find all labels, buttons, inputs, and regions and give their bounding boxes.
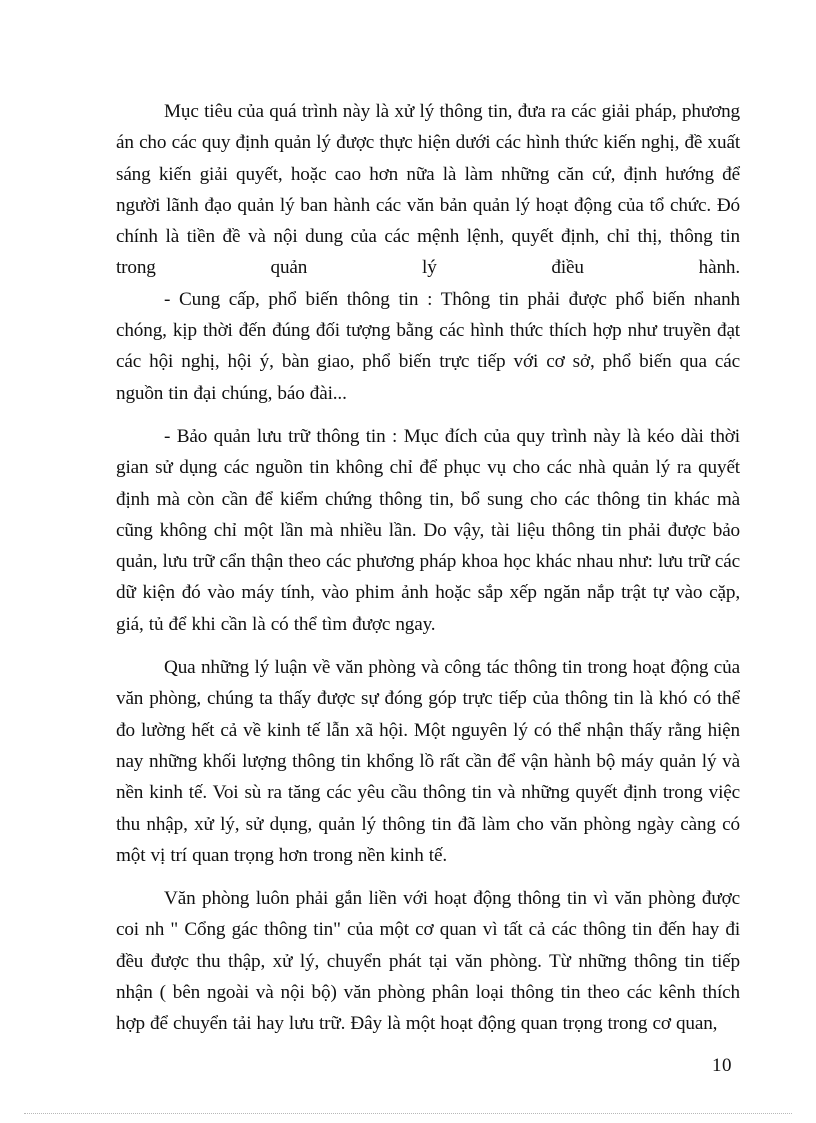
document-page — [116, 96, 740, 1040]
footer-dotted-rule — [24, 1113, 792, 1114]
text-line: cũng không chỉ một lần mà nhiều lần. Do vậy, tài liệu thông tin phải được bảo — [116, 519, 740, 541]
text-line: cặp, giá, tủ để khi cần là có thể tìm được ngay. — [116, 582, 740, 635]
paragraph-processing-goal — [116, 96, 740, 284]
text-line: hợp để chuyển tải hay lưu trữ. Đây là một hoạt động quan trọng trong cơ quan, — [116, 1013, 718, 1035]
text-line: chóng, kịp thời đến đúng đối tượng bằng các hình thức thích hợp như truyền đạt — [116, 320, 740, 342]
paragraph-dissemination — [116, 284, 740, 409]
text-line: Văn phòng luôn phải gắn liền với hoạt động thông tin vì văn phòng được — [164, 888, 740, 910]
paragraph-office-theory — [116, 652, 740, 871]
text-line: các dữ kiện đó vào máy tính, vào phim ảnh hoặc sắp xếp ngăn nắp trật tự vào — [116, 551, 740, 604]
text-line: trong việc thu nhập, xử lý, sử dụng, quản lý thông tin đã làm cho văn phòng — [116, 782, 740, 835]
page-number: 10 — [712, 1055, 732, 1076]
text-line: thông tin trong quản lý điều hành. — [116, 226, 740, 279]
text-line: hiện nay những khối lượng thông tin khổng lồ rất cần để vận hành bộ máy quản — [116, 719, 740, 772]
text-line: của văn phòng, chúng ta thấy được sự đóng góp trực tiếp của thông tin là khó có — [116, 657, 740, 710]
text-line: các hội nghị, hội ý, bàn giao, phổ biến trực tiếp với cơ sở, phổ biến qua các — [116, 351, 740, 373]
text-line: nghị, đề xuất sáng kiến giải quyết, hoặc cao hơn nữa là làm những căn cứ, định — [116, 132, 740, 185]
text-line: ngày càng có một vị trí quan trọng hơn trong nền kinh tế. — [116, 813, 740, 866]
text-line: Mục tiêu của quá trình này là xử lý thông tin, đưa ra các giải pháp, — [164, 101, 677, 122]
paragraph-storage — [116, 421, 740, 640]
text-line: gian sử dụng các nguồn tin không chỉ để phục vụ cho các nhà quản lý ra quyết — [116, 457, 740, 479]
text-line: định mà còn cần để kiểm chứng thông tin, bổ sung cho các thông tin khác mà — [116, 488, 740, 510]
paragraph-information-gate — [116, 883, 740, 1039]
text-line: - Bảo quản lưu trữ thông tin : Mục đích của quy trình này là kéo dài thời — [164, 425, 740, 447]
text-line: nguồn tin đại chúng, báo đài... — [116, 382, 347, 404]
text-line: - Cung cấp, phổ biến thông tin : Thông tin phải được phổ biến nhanh — [164, 288, 740, 310]
text-line: chức. Đó chính là tiền đề và nội dung của các mệnh lệnh, quyết định, chỉ thị, — [116, 194, 740, 248]
text-line: Qua những lý luận về văn phòng và công tác thông tin trong hoạt động — [164, 657, 709, 679]
text-line: hướng để người lãnh đạo quản lý ban hành các văn bản quản lý hoạt động của tổ — [116, 163, 740, 216]
text-line: thể đo lường hết cả về kinh tế lẫn xã hội. Một nguyên lý có thể nhận thấy rằng — [116, 688, 740, 741]
text-line: quản, lưu trữ cẩn thận theo các phương pháp khoa học khác nhau như: lưu trữ — [116, 551, 710, 573]
text-line: coi nh " Cổng gác thông tin" của một cơ quan vì tất cả các thông tin đến hay đi — [116, 919, 740, 941]
text-line: nhận ( bên ngoài và nội bộ) văn phòng phân loại thông tin theo các kênh thích — [116, 982, 740, 1004]
text-line: lý và nền kinh tế. Voi sù ra tăng các yêu cầu thông tin và những quyết định — [116, 750, 740, 804]
text-line: đều được thu thập, xử lý, chuyển phát tại văn phòng. Từ những thông tin tiếp — [116, 950, 740, 972]
text-line: phương án cho các quy định quản lý được thực hiện dưới các hình thức kiến — [116, 101, 740, 154]
